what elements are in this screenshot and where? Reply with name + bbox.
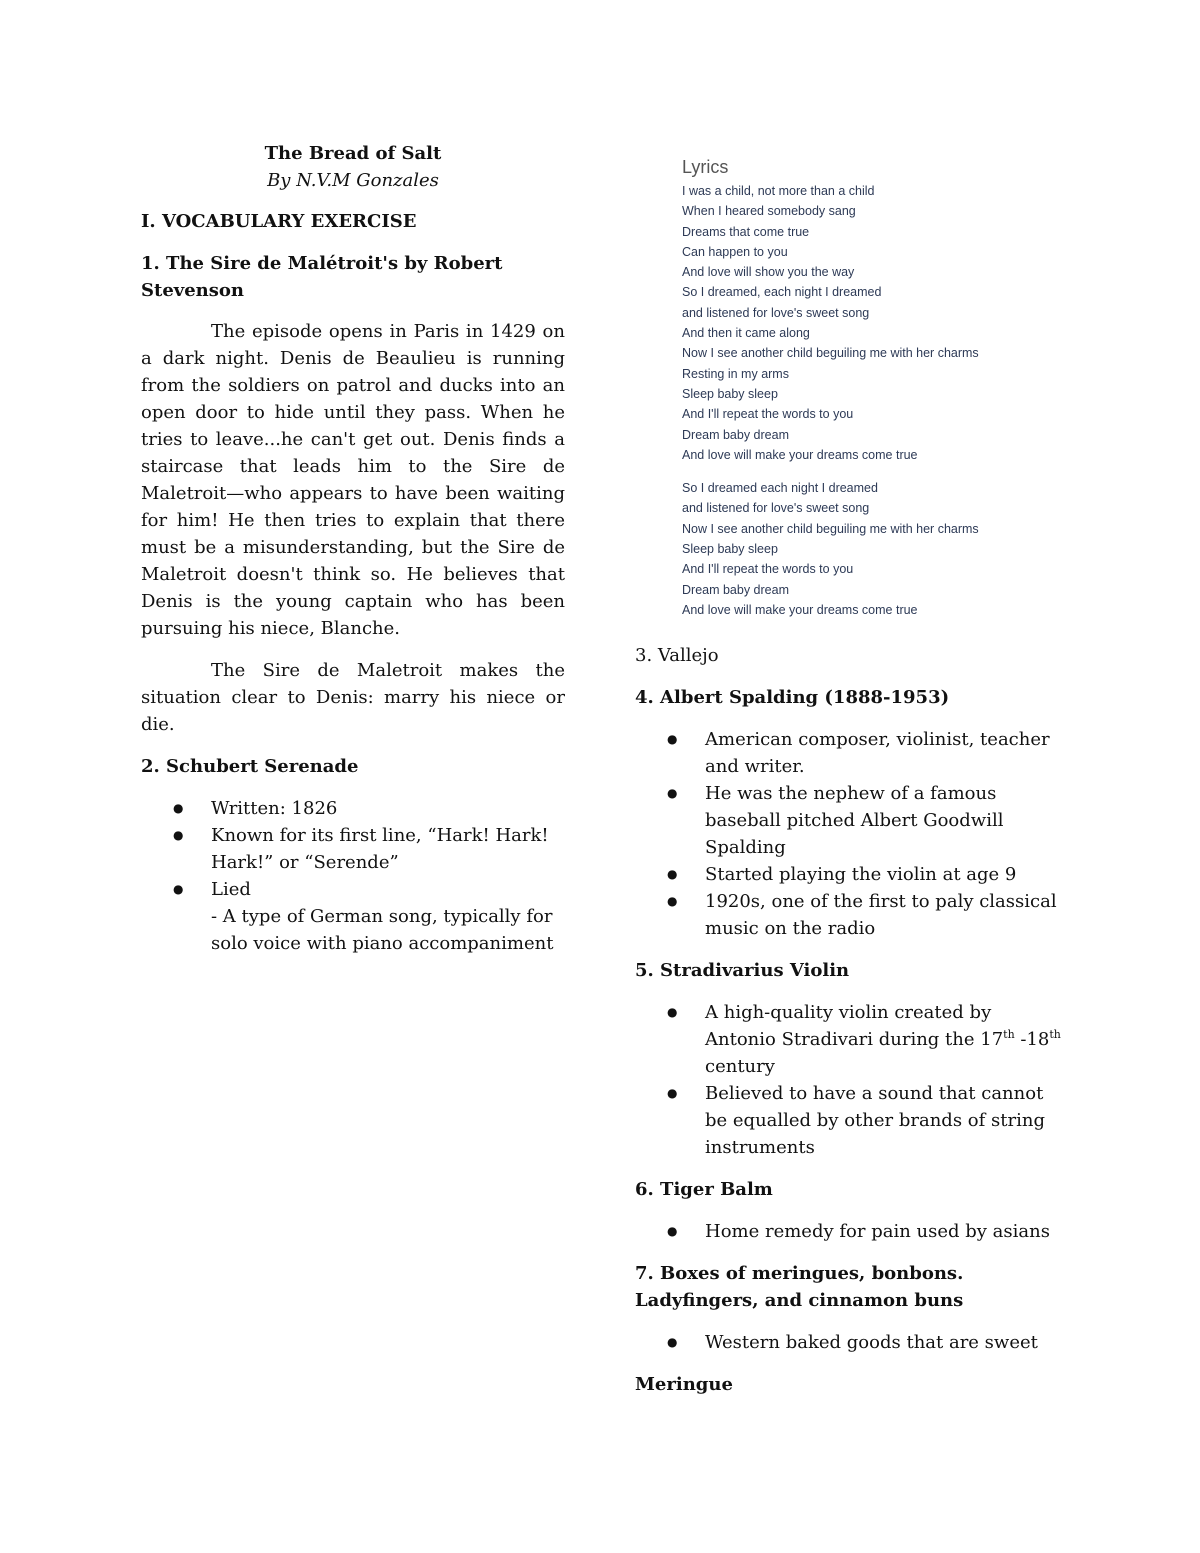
lied-note: - A type of German song, typically for solo voice with piano accompaniment <box>211 906 554 954</box>
list-item: ● Known for its first line, “Hark! Hark! Hark!” or “Serende” <box>141 822 565 876</box>
item6-heading: 6. Tiger Balm <box>635 1179 773 1200</box>
lyric-line: Sleep baby sleep <box>682 542 778 557</box>
right-column-body <box>635 642 1065 1413</box>
stanza-gap <box>682 465 1042 478</box>
item5-bullet1-mid: -18 <box>1014 1029 1050 1050</box>
lyric-line: Now I see another child beguiling me with her charms <box>682 521 979 536</box>
item5-bullet1-end: century <box>705 1056 775 1077</box>
lyric-line: I was a child, not more than a child <box>682 184 875 198</box>
lyric-line: Now I see another child beguiling me with her charms <box>682 346 979 361</box>
lyric-line: And then it came along <box>682 326 810 341</box>
lyric-line: Can happen to you <box>682 244 788 259</box>
meringue-heading: Meringue <box>635 1374 733 1395</box>
item7-heading: 7. Boxes of meringues, bonbons. Ladyfingers, and cinnamon buns <box>635 1263 964 1311</box>
list-item: ● Home remedy for pain used by asians <box>635 1218 1065 1245</box>
item1-paragraph-1: The episode opens in Paris in 1429 on a dark night. Denis de Beaulieu is running from the soldiers on patrol and ducks into an open door to hide until they pass. When he tries to leave...he can't get out. Denis finds a staircase that leads him to the Sire de Maletroit—who appears to have been waiting for him! He then tries to explain that there must be a misunderstanding, but the Sire de Maletroit doesn't think so. He believes that Denis is the young captain who has been pursuing his niece, Blanche. <box>141 321 565 639</box>
lyric-line: Sleep baby sleep <box>682 386 778 401</box>
lyric-line: Dreams that come true <box>682 224 810 239</box>
superscript: th <box>1003 1028 1015 1041</box>
lyrics-heading: Lyrics <box>682 157 729 177</box>
item6-bullet-list <box>635 1218 1065 1245</box>
item7-bullet-list <box>635 1329 1065 1356</box>
item4-heading: 4. Albert Spalding (1888-1953) <box>635 687 950 708</box>
lyric-line: And love will make your dreams come true <box>682 602 918 617</box>
document-title: The Bread of Salt <box>264 143 442 164</box>
item1-heading <box>141 250 565 304</box>
lyric-line: and listened for love's sweet song <box>682 501 870 516</box>
list-item: ● Started playing the violin at age 9 <box>635 861 1065 888</box>
item5-bullet-list <box>635 999 1065 1161</box>
list-item <box>141 876 565 957</box>
document-author: By N.V.M Gonzales <box>267 170 439 191</box>
lyric-line: Resting in my arms <box>682 366 789 381</box>
lyric-line: And I'll repeat the words to you <box>682 562 854 577</box>
item5-bullet1-text: A high-quality violin created by Antonio Stradivari during the 17 <box>705 1002 1004 1050</box>
lyric-line: and listened for love's sweet song <box>682 305 870 320</box>
list-item: ● Western baked goods that are sweet <box>635 1329 1065 1356</box>
list-item: ● He was the nephew of a famous baseball pitched Albert Goodwill Spalding <box>635 780 1065 861</box>
item1-paragraph-2: The Sire de Maletroit makes the situation clear to Denis: marry his niece or die. <box>141 660 565 735</box>
lyrics-image <box>682 156 1042 620</box>
item1-heading-line2: Stevenson <box>141 280 244 301</box>
lyric-line: When I heared somebody sang <box>682 204 856 219</box>
lyric-line: And I'll repeat the words to you <box>682 407 854 422</box>
left-column <box>141 140 565 972</box>
lyric-line: Dream baby dream <box>682 427 789 442</box>
item2-heading: 2. Schubert Serenade <box>141 756 359 777</box>
lyric-line: So I dreamed each night I dreamed <box>682 481 878 496</box>
list-item: ● American composer, violinist, teacher and writer. <box>635 726 1065 780</box>
item2-bullet-list <box>141 795 565 957</box>
list-item: ● Written: 1826 <box>141 795 565 822</box>
list-item: ● Believed to have a sound that cannot be equalled by other brands of string instruments <box>635 1080 1065 1161</box>
lied-label: Lied <box>211 879 251 900</box>
lyric-line: So I dreamed, each night I dreamed <box>682 285 882 300</box>
item5-heading: 5. Stradivarius Violin <box>635 960 850 981</box>
lyric-line: Dream baby dream <box>682 582 789 597</box>
lyric-line: And love will show you the way <box>682 265 855 280</box>
section-heading: I. VOCABULARY EXERCISE <box>141 211 417 232</box>
item3-text: 3. Vallejo <box>635 645 719 666</box>
superscript: th <box>1049 1028 1061 1041</box>
list-item <box>635 999 1065 1080</box>
item4-bullet-list <box>635 726 1065 942</box>
item1-heading-line1: 1. The Sire de Malétroit's by Robert <box>141 253 503 274</box>
list-item: ● 1920s, one of the first to paly classical music on the radio <box>635 888 1065 942</box>
lyric-line: And love will make your dreams come true <box>682 447 918 462</box>
